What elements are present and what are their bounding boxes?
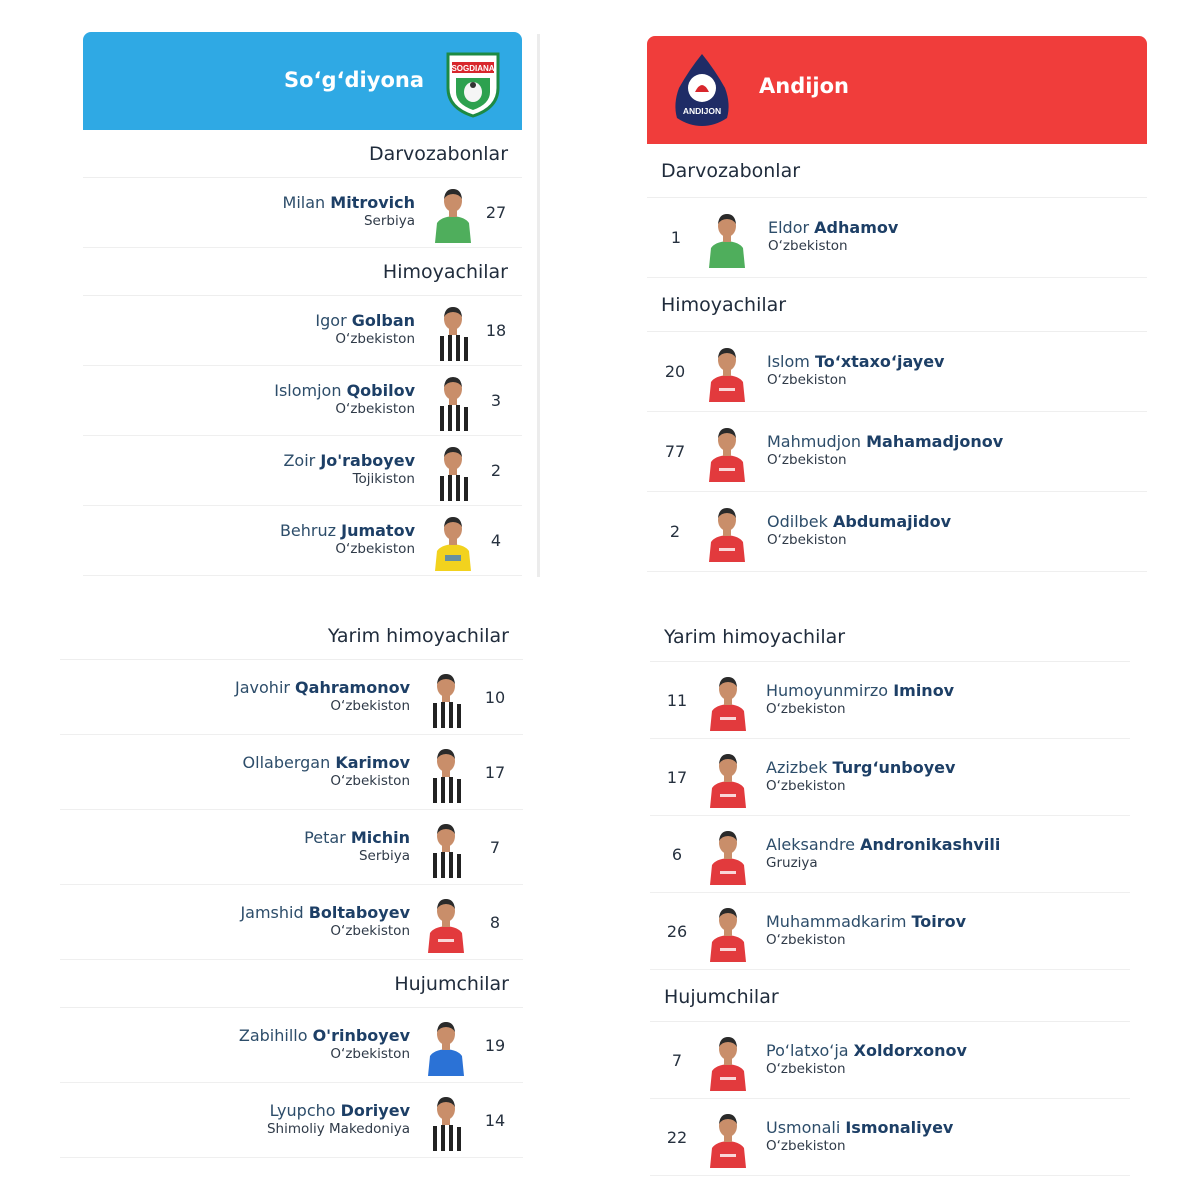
player-country: O‘zbekiston — [335, 331, 415, 347]
player-photo — [422, 668, 470, 728]
player-photo — [704, 902, 752, 962]
player-row[interactable] — [60, 810, 523, 885]
player-name[interactable] — [239, 1026, 410, 1045]
player-photo — [703, 422, 751, 482]
player-country: O‘zbekiston — [330, 773, 410, 789]
player-name[interactable] — [766, 1118, 953, 1137]
player-photo — [422, 743, 470, 803]
player-first-name: Mahmudjon — [767, 432, 867, 451]
player-number: 18 — [485, 321, 507, 340]
player-name[interactable] — [766, 681, 954, 700]
player-first-name: Zoir — [283, 451, 321, 470]
player-row[interactable] — [83, 178, 522, 248]
player-last-name: O'rinboyev — [312, 1026, 410, 1045]
andijon-top-panel — [647, 36, 1147, 573]
player-last-name: Toirov — [911, 912, 967, 931]
player-name[interactable] — [767, 432, 1003, 451]
player-first-name: Islom — [767, 352, 815, 371]
player-country: Shimoliy Makedoniya — [266, 1121, 410, 1137]
andijon-bottom-panel — [650, 612, 1130, 1168]
section-title: Yarim himoyachilar — [650, 612, 1130, 662]
player-last-name: Mahamadjonov — [866, 432, 1004, 451]
player-row[interactable] — [650, 893, 1130, 970]
player-first-name: Odilbek — [767, 512, 833, 531]
player-name[interactable] — [766, 758, 955, 777]
player-number: 20 — [664, 362, 686, 381]
player-row[interactable] — [60, 1083, 523, 1158]
player-country: Serbiya — [363, 213, 415, 229]
player-last-name: Ismonaliyev — [845, 1118, 954, 1137]
player-first-name: Ollabergan — [242, 753, 336, 772]
player-name[interactable] — [768, 218, 898, 237]
section-title: Hujumchilar — [650, 972, 1130, 1022]
player-name[interactable] — [280, 521, 415, 540]
player-row[interactable] — [83, 436, 522, 506]
player-number: 8 — [489, 913, 501, 932]
player-country: O‘zbekiston — [330, 1046, 410, 1062]
player-photo — [429, 371, 477, 431]
player-last-name: Jumatov — [341, 521, 415, 540]
player-first-name: Aleksandre — [766, 835, 861, 854]
player-last-name: Golban — [351, 311, 415, 330]
player-photo — [422, 893, 470, 953]
player-first-name: Muhammadkarim — [766, 912, 912, 931]
player-name[interactable] — [315, 311, 415, 330]
section-title: Darvozabonlar — [83, 130, 522, 178]
player-name[interactable] — [240, 903, 410, 922]
sogdiana-bottom-panel — [60, 612, 523, 1152]
player-row[interactable] — [650, 1099, 1130, 1176]
player-name[interactable] — [767, 512, 951, 531]
player-first-name: Igor — [315, 311, 352, 330]
player-country: Tojikiston — [352, 471, 415, 487]
player-country: O‘zbekiston — [335, 541, 415, 557]
player-number: 17 — [666, 768, 688, 787]
player-row[interactable] — [60, 660, 523, 735]
player-row[interactable] — [60, 735, 523, 810]
player-photo — [704, 825, 752, 885]
player-number: 27 — [485, 203, 507, 222]
player-number: 22 — [666, 1128, 688, 1147]
player-last-name: To‘xtaxo‘jayev — [814, 352, 945, 371]
player-last-name: Karimov — [335, 753, 410, 772]
badge-text: ANDIJON — [682, 106, 722, 116]
player-photo — [429, 301, 477, 361]
player-name[interactable] — [235, 678, 410, 697]
sogdiana-logo — [442, 48, 504, 118]
player-photo — [703, 342, 751, 402]
player-first-name: Zabihillo — [238, 1026, 313, 1045]
player-row[interactable] — [83, 296, 522, 366]
panel-divider — [537, 34, 540, 577]
player-country: Gruziya — [766, 855, 818, 871]
player-country: O‘zbekiston — [767, 532, 847, 548]
player-country: O‘zbekiston — [766, 932, 846, 948]
player-number: 3 — [490, 391, 502, 410]
player-number: 11 — [666, 691, 688, 710]
player-last-name: Michin — [350, 828, 410, 847]
player-name[interactable] — [274, 381, 415, 400]
player-country: O‘zbekiston — [330, 698, 410, 714]
team-name: So‘g‘diyona — [283, 68, 424, 92]
sogdiana-top-panel — [83, 32, 522, 577]
player-row[interactable] — [650, 1022, 1130, 1099]
player-photo — [429, 183, 477, 243]
player-country: O‘zbekiston — [330, 923, 410, 939]
player-row[interactable] — [83, 366, 522, 436]
player-country: Serbiya — [358, 848, 410, 864]
player-first-name: Behruz — [279, 521, 342, 540]
player-photo — [422, 1091, 470, 1151]
player-number: 2 — [490, 461, 502, 480]
player-last-name: Iminov — [893, 681, 955, 700]
player-photo — [429, 441, 477, 501]
player-photo — [703, 208, 751, 268]
player-row[interactable] — [83, 506, 522, 576]
player-first-name: Eldor — [768, 218, 815, 237]
player-first-name: Usmonali — [766, 1118, 846, 1137]
player-first-name: Islomjon — [274, 381, 347, 400]
player-country: O‘zbekiston — [766, 701, 846, 717]
player-last-name: Abdumajidov — [833, 512, 951, 531]
team-header-andijon[interactable] — [647, 36, 1147, 144]
player-photo — [429, 511, 477, 571]
player-row[interactable] — [650, 816, 1130, 893]
player-number: 10 — [484, 688, 506, 707]
player-country: O‘zbekiston — [335, 401, 415, 417]
section-title: Himoyachilar — [83, 248, 522, 296]
player-name[interactable] — [767, 352, 944, 371]
player-first-name: Petar — [304, 828, 351, 847]
player-photo — [703, 502, 751, 562]
player-row[interactable] — [647, 198, 1147, 278]
player-last-name: Mitrovich — [330, 193, 415, 212]
player-row[interactable] — [60, 885, 523, 960]
player-last-name: Turg‘unboyev — [832, 758, 956, 777]
section-title: Hujumchilar — [60, 960, 523, 1008]
player-name[interactable] — [766, 835, 1000, 854]
player-photo — [422, 818, 470, 878]
player-first-name: Azizbek — [766, 758, 833, 777]
team-name: Andijon — [759, 74, 850, 98]
player-country: O‘zbekiston — [766, 1138, 846, 1154]
player-number: 6 — [671, 845, 683, 864]
player-number: 19 — [484, 1036, 506, 1055]
player-last-name: Jo'raboyev — [320, 451, 415, 470]
player-first-name: Milan — [282, 193, 331, 212]
player-number: 77 — [664, 442, 686, 461]
player-first-name: Lyupcho — [269, 1101, 341, 1120]
section-title: Himoyachilar — [647, 278, 1147, 332]
player-number: 7 — [671, 1051, 683, 1070]
player-row[interactable] — [647, 332, 1147, 412]
player-row[interactable] — [650, 739, 1130, 816]
player-name[interactable] — [270, 1101, 410, 1120]
player-country: O‘zbekiston — [766, 778, 846, 794]
player-country: O‘zbekiston — [767, 452, 847, 468]
player-photo — [704, 1108, 752, 1168]
player-last-name: Xoldorxonov — [853, 1041, 967, 1060]
player-last-name: Adhamov — [814, 218, 899, 237]
player-first-name: Javohir — [235, 678, 296, 697]
player-name[interactable] — [766, 912, 966, 931]
player-name[interactable] — [304, 828, 410, 847]
player-country: O‘zbekiston — [766, 1061, 846, 1077]
player-row[interactable] — [650, 662, 1130, 739]
player-name[interactable] — [283, 193, 415, 212]
player-number: 17 — [484, 763, 506, 782]
player-country: O‘zbekiston — [768, 238, 848, 254]
player-country: O‘zbekiston — [767, 372, 847, 388]
player-photo — [704, 748, 752, 808]
player-last-name: Qahramonov — [295, 678, 410, 697]
player-name[interactable] — [243, 753, 410, 772]
player-name[interactable] — [766, 1041, 967, 1060]
player-last-name: Boltaboyev — [308, 903, 410, 922]
player-first-name: Po‘latxo‘ja — [766, 1041, 854, 1060]
player-number: 2 — [669, 522, 681, 541]
player-row[interactable] — [647, 492, 1147, 572]
player-number: 7 — [489, 838, 501, 857]
player-last-name: Doriyev — [340, 1101, 410, 1120]
section-title: Darvozabonlar — [647, 144, 1147, 198]
player-row[interactable] — [60, 1008, 523, 1083]
player-last-name: Qobilov — [346, 381, 415, 400]
team-header-sogdiana[interactable] — [83, 32, 522, 130]
section-title: Yarim himoyachilar — [60, 612, 523, 660]
player-number: 4 — [490, 531, 502, 550]
player-photo — [422, 1016, 470, 1076]
player-number: 1 — [670, 228, 682, 247]
player-number: 26 — [666, 922, 688, 941]
badge-text: SOGDIANA — [451, 64, 495, 73]
andijon-logo — [671, 52, 733, 128]
player-first-name: Jamshid — [240, 903, 309, 922]
player-number: 14 — [484, 1111, 506, 1130]
player-name[interactable] — [283, 451, 415, 470]
player-last-name: Andronikashvili — [860, 835, 1001, 854]
player-first-name: Humoyunmirzo — [766, 681, 894, 700]
player-row[interactable] — [647, 412, 1147, 492]
player-photo — [704, 671, 752, 731]
player-photo — [704, 1031, 752, 1091]
